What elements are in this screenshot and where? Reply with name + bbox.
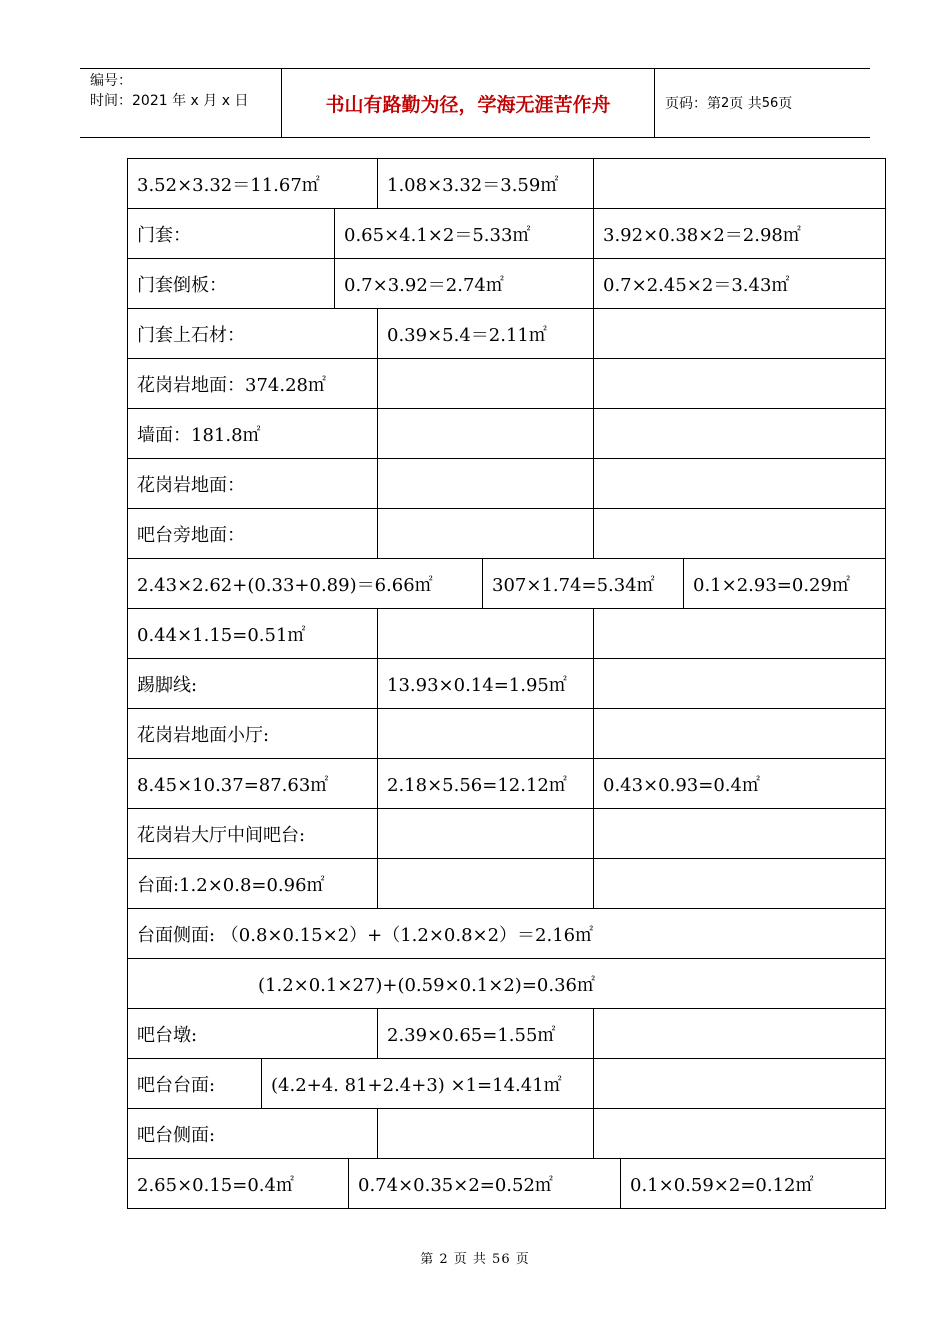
table-cell: 0.65×4.1×2＝5.33㎡ xyxy=(335,209,594,258)
table-row xyxy=(128,359,886,409)
table-cell xyxy=(594,859,886,908)
table-cell: 0.7×2.45×2＝3.43㎡ xyxy=(594,259,886,308)
table-cell: 吧台旁地面： xyxy=(128,509,378,558)
table-cell: (1.2×0.1×27)+(0.59×0.1×2)=0.36㎡ xyxy=(128,959,886,1008)
page-number: 2 xyxy=(721,95,730,111)
table-row xyxy=(128,509,886,559)
table-cell: 2.43×2.62+(0.33+0.89)＝6.66㎡ xyxy=(128,559,483,608)
table-row xyxy=(128,1109,886,1159)
table-cell xyxy=(378,509,594,558)
table-cell: 307×1.74=5.34㎡ xyxy=(483,559,684,608)
page-total: 56 xyxy=(761,95,779,111)
table-cell xyxy=(594,1059,886,1108)
header-page-indicator xyxy=(655,69,870,137)
table-cell: 0.1×0.59×2=0.12㎡ xyxy=(621,1159,886,1208)
table-cell: 台面:1.2×0.8=0.96㎡ xyxy=(128,859,378,908)
table-row xyxy=(128,609,886,659)
table-cell xyxy=(594,309,886,358)
table-row xyxy=(128,1009,886,1059)
table-cell xyxy=(378,609,594,658)
table-row xyxy=(128,209,886,259)
table-cell xyxy=(594,659,886,708)
table-cell: 门套倒板： xyxy=(128,259,335,308)
table-cell: 2.18×5.56=12.12㎡ xyxy=(378,759,594,808)
table-cell xyxy=(594,409,886,458)
table-cell xyxy=(594,1009,886,1058)
table-cell xyxy=(378,359,594,408)
table-cell: 0.44×1.15=0.51㎡ xyxy=(128,609,378,658)
header-motto: 书山有路勤为径，学海无涯苦作舟 xyxy=(282,69,655,137)
document-number-label: 编号： xyxy=(90,73,132,89)
table-cell xyxy=(378,409,594,458)
page-mid-label: 页 共 xyxy=(729,96,762,112)
table-cell: 吧台侧面: xyxy=(128,1109,378,1158)
page-header xyxy=(80,68,870,138)
table-cell xyxy=(594,359,886,408)
table-cell: 花岗岩地面：374.28㎡ xyxy=(128,359,378,408)
table-cell: 吧台墩: xyxy=(128,1009,378,1058)
table-cell: 1.08×3.32＝3.59㎡ xyxy=(378,159,594,208)
table-cell: 0.7×3.92＝2.74㎡ xyxy=(335,259,594,308)
table-row xyxy=(128,909,886,959)
table-cell: 0.74×0.35×2=0.52㎡ xyxy=(349,1159,621,1208)
table-cell: 门套： xyxy=(128,209,335,258)
table-row xyxy=(128,809,886,859)
table-row xyxy=(128,759,886,809)
document-time-label: 时间：2021 年 x 月 x 日 xyxy=(90,93,249,109)
table-cell: 墙面：181.8㎡ xyxy=(128,409,378,458)
table-row xyxy=(128,259,886,309)
table-cell xyxy=(594,159,886,208)
table-cell xyxy=(378,459,594,508)
table-row xyxy=(128,959,886,1009)
table-cell xyxy=(378,1109,594,1158)
table-cell: 台面侧面: （0.8×0.15×2）+（1.2×0.8×2）＝2.16㎡ xyxy=(128,909,886,958)
table-cell: 吧台台面: xyxy=(128,1059,262,1108)
page-footer: 第 2 页 共 56 页 xyxy=(420,1252,530,1267)
table-row xyxy=(128,859,886,909)
table-cell: 3.92×0.38×2＝2.98㎡ xyxy=(594,209,886,258)
table-cell xyxy=(378,709,594,758)
table-cell: 花岗岩大厅中间吧台: xyxy=(128,809,378,858)
header-meta xyxy=(80,69,282,137)
table-row xyxy=(128,459,886,509)
page-label: 页码：第 xyxy=(665,96,721,112)
calculation-table xyxy=(127,158,886,1209)
table-row xyxy=(128,1059,886,1109)
table-cell xyxy=(594,459,886,508)
table-cell xyxy=(378,809,594,858)
page-end-label: 页 xyxy=(778,96,793,112)
table-row xyxy=(128,659,886,709)
table-cell xyxy=(594,809,886,858)
table-cell: 花岗岩地面： xyxy=(128,459,378,508)
table-cell: 3.52×3.32＝11.67㎡ xyxy=(128,159,378,208)
table-cell: 0.39×5.4＝2.11㎡ xyxy=(378,309,594,358)
table-cell: 0.1×2.93=0.29㎡ xyxy=(684,559,886,608)
table-row xyxy=(128,309,886,359)
table-cell xyxy=(594,609,886,658)
table-cell: 踢脚线: xyxy=(128,659,378,708)
table-cell: 13.93×0.14=1.95㎡ xyxy=(378,659,594,708)
table-row xyxy=(128,409,886,459)
table-cell: 0.43×0.93=0.4㎡ xyxy=(594,759,886,808)
table-row xyxy=(128,159,886,209)
table-cell: 2.39×0.65=1.55㎡ xyxy=(378,1009,594,1058)
table-row xyxy=(128,1159,886,1209)
table-cell xyxy=(378,859,594,908)
table-cell: (4.2+4. 81+2.4+3) ×1=14.41㎡ xyxy=(262,1059,594,1108)
table-cell xyxy=(594,509,886,558)
table-cell: 2.65×0.15=0.4㎡ xyxy=(128,1159,349,1208)
table-cell: 门套上石材： xyxy=(128,309,378,358)
table-cell: 8.45×10.37=87.63㎡ xyxy=(128,759,378,808)
table-cell xyxy=(594,709,886,758)
table-cell: 花岗岩地面小厅: xyxy=(128,709,378,758)
table-row xyxy=(128,709,886,759)
table-cell xyxy=(594,1109,886,1158)
table-row xyxy=(128,559,886,609)
